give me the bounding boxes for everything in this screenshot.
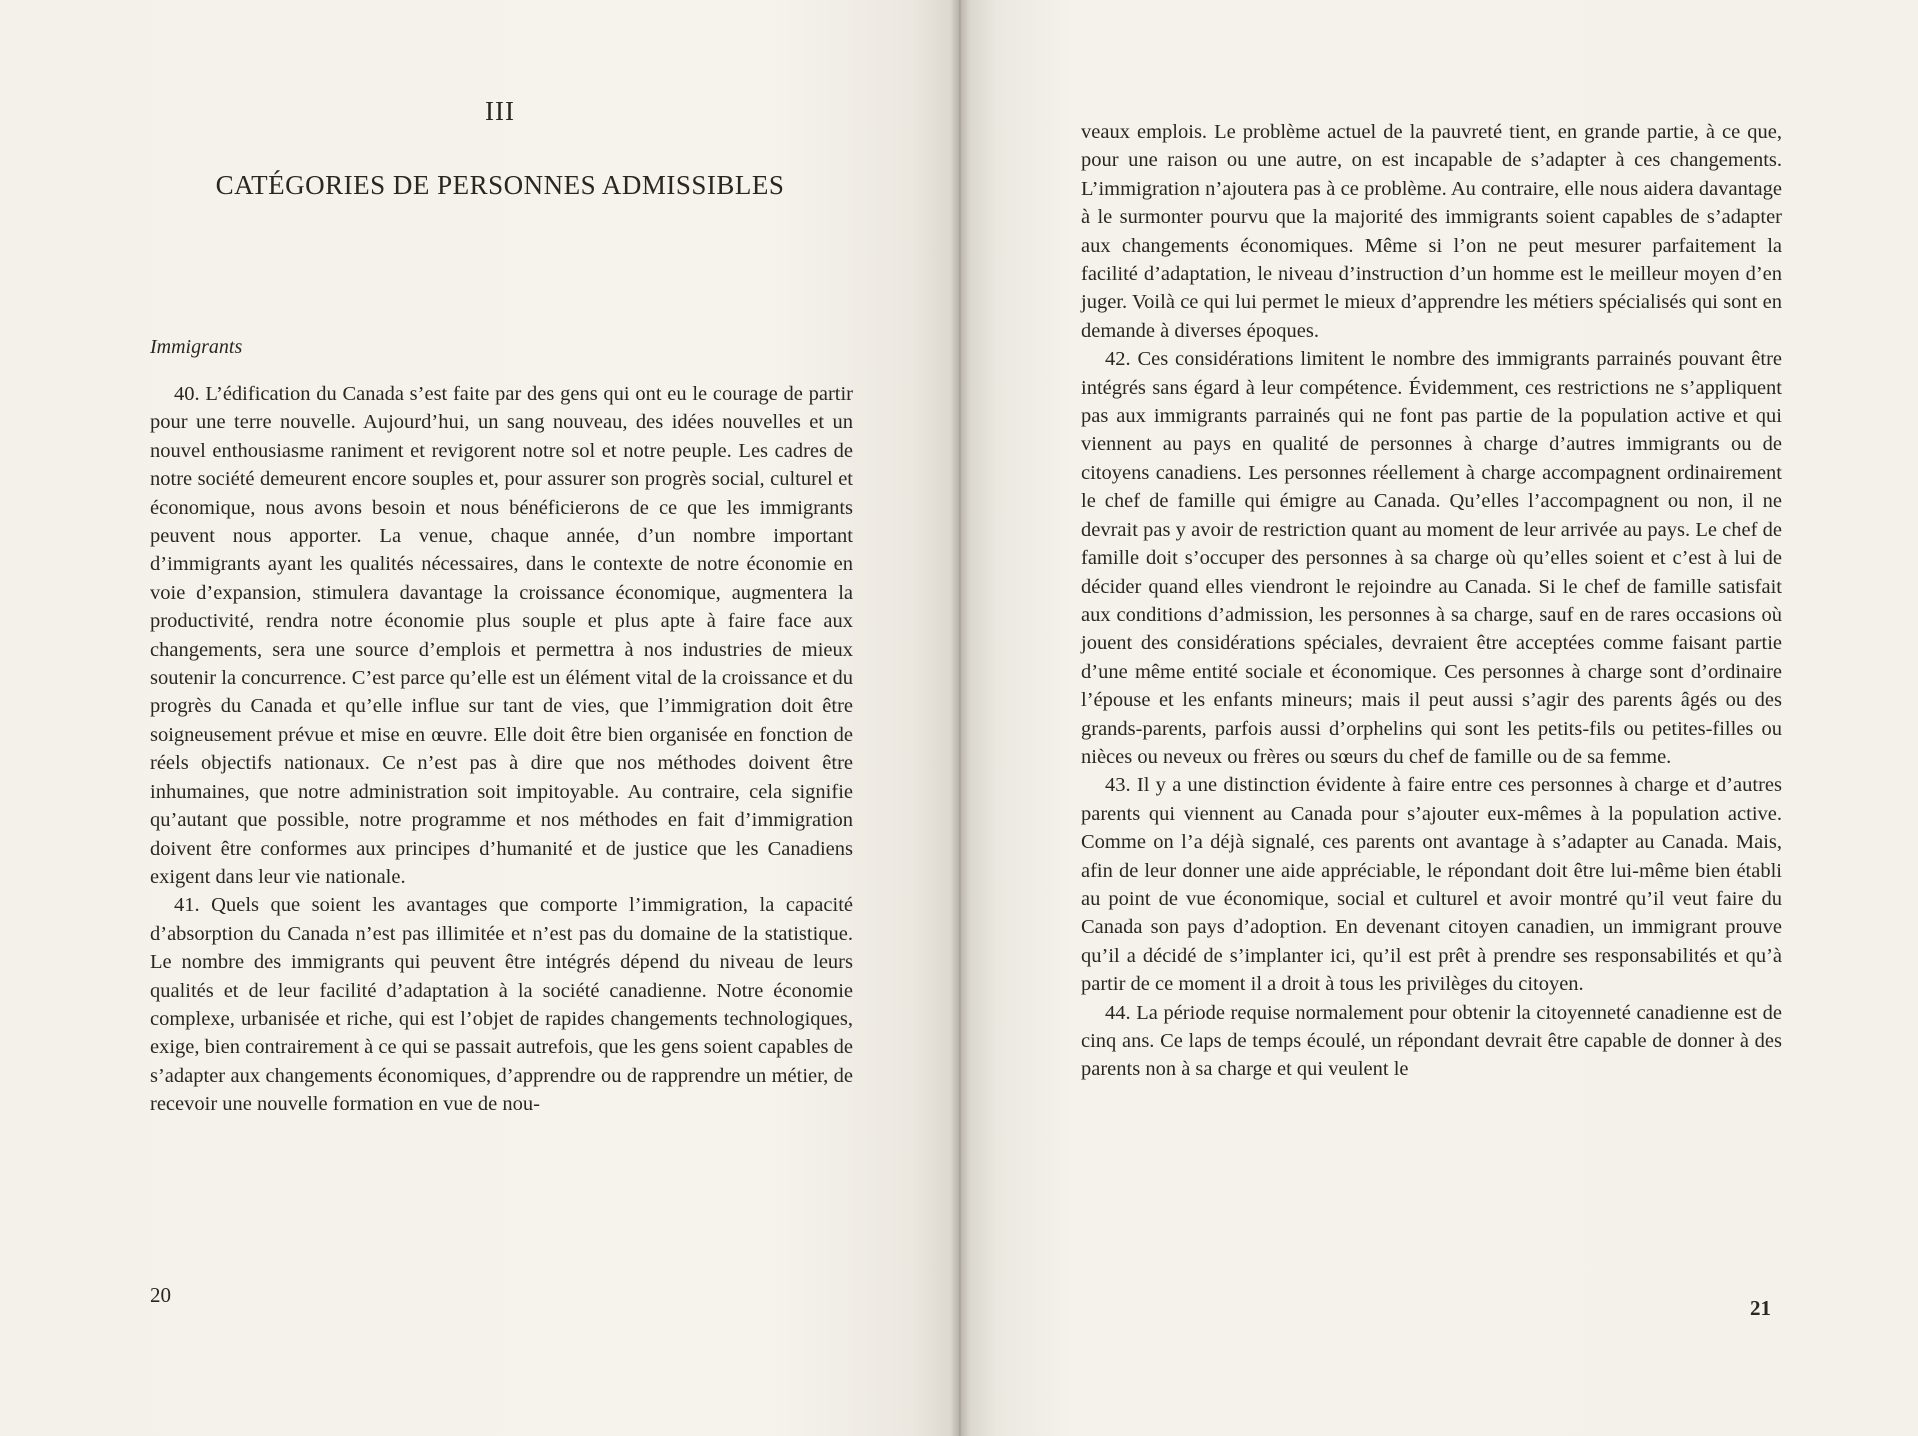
paragraph-44: 44. La période requise normalement pour obtenir la citoyenneté canadienne est de cinq ans. Ce laps de temps écoulé, un répondant devrait être capable de donner à des parents non à sa charge et qui veulent le: [1081, 1001, 1782, 1081]
paragraph-41: 41. Quels que soient les avantages que comporte l’immigration, la capacité d’absorption du Canada n’est pas illimitée et n’est pas du domaine de la statistique. Le nombre des immigrants qui peuvent être intégrés dépend du niveau de leurs qualités et de leur facilité d’adaptation à la société canadienne. Notre économie complexe, urbanisée et riche, qui est l’objet de rapides changements technologiques, exige, bien contrairement à ce qui se passait autrefois, que les gens soient capables de s’adapter aux changements économiques, d’apprendre ou de rapprendre un métier, de recevoir une nouvelle formation en vue de nou-: [150, 894, 853, 1116]
section-heading: Immigrants: [150, 336, 243, 358]
right-page: [959, 0, 1918, 1436]
right-body-text: [1081, 118, 1782, 1084]
paragraph-42: 42. Ces considérations limitent le nombre des immigrants parrainés pouvant être intégrés sans égard à leur compétence. Évidemment, ces restrictions ne s’appliquent pas aux immigrants parrainés qui ne font pas partie de la population active et qui viennent au pays en qualité de personnes à charge d’autres immigrants ou de citoyens canadiens. Les personnes réellement à charge accompagnent ordinairement le chef de famille qui émigre au Canada. Qu’elles l’accompagnent ou non, il ne devrait pas y avoir de restriction quant au moment de leur arrivée au pays. Le chef de famille doit s’occuper des personnes à sa charge où qu’elles soient et c’est à lui de décider quand elles viendront le rejoindre au Canada. Si le chef de famille satisfait aux conditions d’admission, les personnes à sa charge, sauf en de rares occasions où jouent des considérations spéciales, devraient être acceptées comme faisant partie d’une même entité sociale et économique. Ces personnes à charge sont d’ordinaire l’épouse et les enfants mineurs; mais il peut aussi s’agir des parents âgés ou des grands-parents, parfois aussi d’orphelins qui sont les petits-fils ou petites-filles ou nièces ou neveux ou frères ou sœurs du chef de famille ou de sa femme.: [1081, 348, 1782, 768]
chapter-title: CATÉGORIES DE PERSONNES ADMISSIBLES: [215, 170, 785, 200]
page-number-left: 20: [150, 1283, 171, 1307]
page-number-right: 21: [1750, 1296, 1771, 1320]
chapter-number: III: [485, 96, 515, 126]
paragraph-40: 40. L’édification du Canada s’est faite par des gens qui ont eu le courage de partir pour une terre nouvelle. Aujourd’hui, un sang nouveau, des idées nouvelles et un nouvel enthousiasme raniment et revigorent notre sol et notre peuple. Les cadres de notre société demeurent encore souples et, pour assurer son progrès social, culturel et économique, nous avons besoin et nous bénéficierons de ce que les immigrants peuvent nous apporter. La venue, chaque année, d’un nombre important d’immigrants ayant les qualités nécessaires, dans le contexte de notre économie en voie d’expansion, stimulera davantage la croissance économique, augmentera la productivité, rendra notre économie plus souple et plus apte à faire face aux changements, sera une source d’emplois et permettra à nos industries de mieux soutenir la concurrence. C’est parce qu’elle est un élément vital de la croissance et du progrès du Canada et qu’elle influe sur tant de vies, que l’immigration doit être soigneusement prévue et mise en œuvre. Elle doit être bien organisée en fonction de réels objectifs nationaux. Ce n’est pas à dire que nos méthodes doivent être inhumaines, que notre administration soit impitoyable. Au contraire, cela signifie qu’autant que possible, notre programme et nos méthodes en fait d’immigration doivent être conformes aux principes d’humanité et de justice que les Canadiens exigent dans leur vie nationale.: [150, 383, 853, 888]
left-body-text: [150, 380, 853, 1119]
paragraph-41-continuation: veaux emplois. Le problème actuel de la pauvreté tient, en grande partie, à ce que, pour une raison ou une autre, on est incapable de s’adapter à ces changements. L’immigration n’ajoutera pas à ce problème. Au contraire, elle nous aidera davantage à le surmonter pourvu que la majorité des immigrants soient capables de s’adapter aux changements économiques. Même si l’on ne peut mesurer parfaitement la facilité d’adaptation, le niveau d’instruction d’un homme est le meilleur moyen d’en juger. Voilà ce qui lui permet le mieux d’apprendre les métiers spécialisés qui sont en demande à diverses époques.: [1081, 121, 1782, 342]
paragraph-43: 43. Il y a une distinction évidente à faire entre ces personnes à charge et d’autres parents qui viennent au Canada pour s’ajouter eux-mêmes à la population active. Comme on l’a déjà signalé, ces parents ont avantage à s’adapter au Canada. Mais, afin de leur donner une aide appréciable, le répondant doit être lui-même bien établi au point de vue économique, social et culturel et avoir montré qu’il veut faire du Canada son pays d’adoption. En devenant citoyen canadien, un immigrant prouve qu’il a décidé de s’implanter ici, qu’il est prêt à prendre ses responsabilités et qu’à partir de ce moment il a droit à tous les privilèges du citoyen.: [1081, 774, 1782, 996]
